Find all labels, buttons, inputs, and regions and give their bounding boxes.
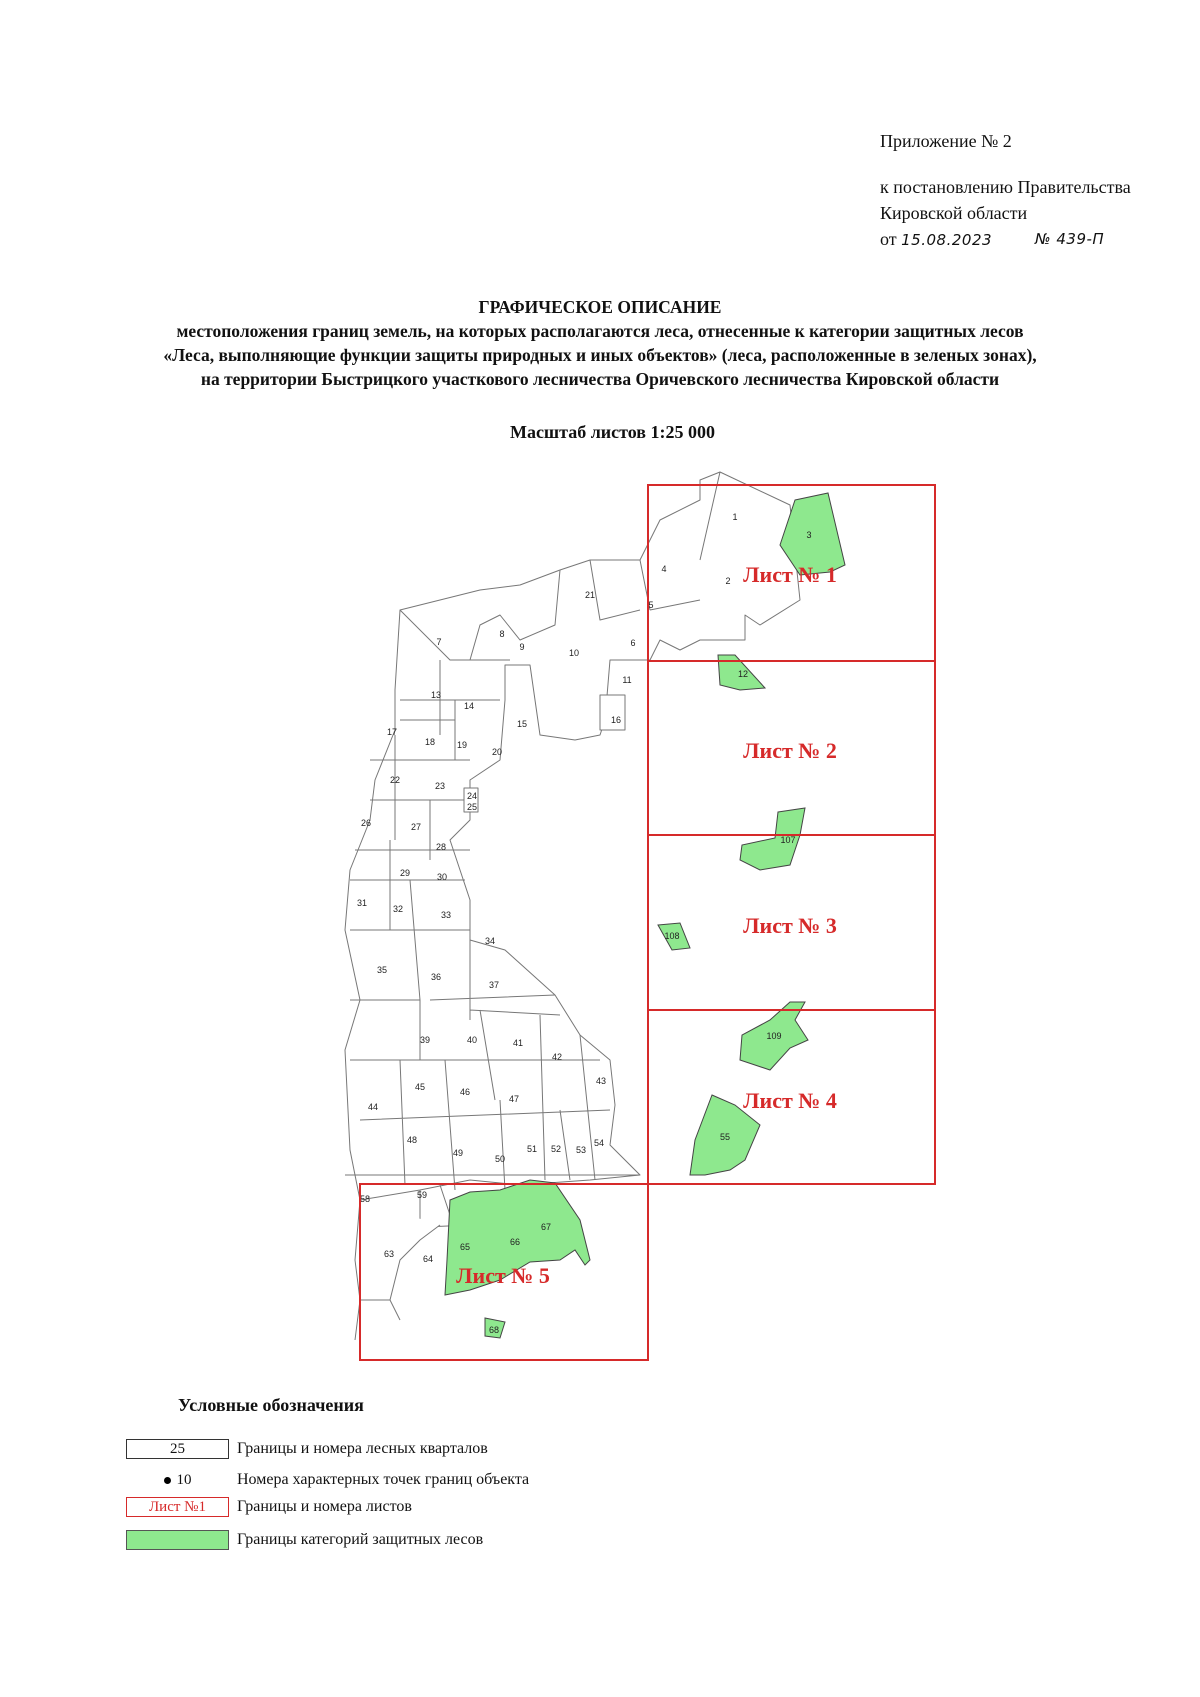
quarter-label-42: 42 bbox=[551, 1052, 563, 1062]
appendix-resolution: к постановлению Правительства bbox=[880, 177, 1131, 197]
quarter-label-68: 68 bbox=[488, 1325, 500, 1335]
sheet-label-5: Лист № 5 bbox=[456, 1263, 550, 1288]
quarter-label-1: 1 bbox=[732, 512, 738, 522]
legend-title: Условные обозначения bbox=[178, 1395, 364, 1415]
title-heading: ГРАФИЧЕСКОЕ ОПИСАНИЕ bbox=[478, 297, 722, 317]
quarter-label-44: 44 bbox=[367, 1102, 379, 1112]
appendix-region: Кировской области bbox=[880, 203, 1028, 223]
quarter-label-18: 18 bbox=[424, 737, 436, 747]
quarter-label-16: 16 bbox=[610, 715, 622, 725]
quarter-label-59: 59 bbox=[416, 1190, 428, 1200]
quarter-label-55: 55 bbox=[719, 1132, 731, 1142]
title-line-3: «Леса, выполняющие функции защиты природных и иных объектов» (леса, расположенные в зеленых зонах), bbox=[163, 345, 1037, 365]
quarter-label-65: 65 bbox=[459, 1242, 471, 1252]
title-line-4: на территории Быстрицкого участкового лесничества Оричевского лесничества Кировской области bbox=[200, 369, 1000, 389]
quarter-label-66: 66 bbox=[509, 1237, 521, 1247]
legend-item-sheets bbox=[126, 1496, 412, 1518]
sheet-label-4: Лист № 4 bbox=[743, 1088, 837, 1113]
legend-protected-symbol bbox=[126, 1530, 229, 1550]
quarter-label-37: 37 bbox=[488, 980, 500, 990]
quarter-label-10: 10 bbox=[568, 648, 580, 658]
legend-label: Границы и номера листов bbox=[237, 1498, 412, 1515]
quarter-label-51: 51 bbox=[526, 1144, 538, 1154]
legend-item-points bbox=[126, 1469, 529, 1491]
appendix-date: 15.08.2023 bbox=[901, 231, 993, 249]
quarter-label-6: 6 bbox=[630, 638, 636, 648]
quarter-label-29: 29 bbox=[399, 868, 411, 878]
quarter-label-14: 14 bbox=[463, 701, 475, 711]
title-line-2: местоположения границ земель, на которых располагаются леса, отнесенные к категории защитных лесов bbox=[176, 321, 1024, 341]
quarter-label-108: 108 bbox=[664, 931, 680, 941]
quarter-label-63: 63 bbox=[383, 1249, 395, 1259]
quarter-label-54: 54 bbox=[593, 1138, 605, 1148]
quarter-label-39: 39 bbox=[419, 1035, 431, 1045]
legend-label: Границы категорий защитных лесов bbox=[237, 1531, 484, 1548]
appendix-from-label: от bbox=[880, 229, 897, 249]
quarter-label-13: 13 bbox=[430, 690, 442, 700]
quarter-label-28: 28 bbox=[435, 842, 447, 852]
legend-item-quarters bbox=[126, 1438, 488, 1460]
quarter-label-45: 45 bbox=[414, 1082, 426, 1092]
quarter-label-46: 46 bbox=[459, 1087, 471, 1097]
quarter-label-33: 33 bbox=[440, 910, 452, 920]
quarter-label-27: 27 bbox=[410, 822, 422, 832]
appendix-title: Приложение № 2 bbox=[880, 131, 1012, 151]
quarter-label-34: 34 bbox=[484, 936, 496, 946]
legend-label: Границы и номера лесных кварталов bbox=[237, 1440, 488, 1457]
quarter-label-52: 52 bbox=[550, 1144, 562, 1154]
quarter-label-31: 31 bbox=[356, 898, 368, 908]
legend-quarter-number: 25 bbox=[170, 1440, 185, 1457]
quarter-label-30: 30 bbox=[436, 872, 448, 882]
quarter-label-15: 15 bbox=[516, 719, 528, 729]
legend-sheet-text: Лист №1 bbox=[149, 1498, 206, 1515]
quarter-label-58: 58 bbox=[359, 1194, 371, 1204]
sheet-label-1: Лист № 1 bbox=[743, 562, 837, 587]
sheet-label-3: Лист № 3 bbox=[743, 913, 837, 938]
sheet-label-2: Лист № 2 bbox=[743, 738, 837, 763]
quarter-label-24: 24 bbox=[466, 791, 478, 801]
legend-quarter-symbol bbox=[126, 1439, 229, 1459]
scale-label: Масштаб листов 1:25 000 bbox=[509, 422, 716, 442]
legend-item-protected bbox=[126, 1529, 483, 1551]
quarter-label-4: 4 bbox=[661, 564, 667, 574]
quarter-label-36: 36 bbox=[430, 972, 442, 982]
quarter-label-64: 64 bbox=[422, 1254, 434, 1264]
quarter-label-25: 25 bbox=[466, 802, 478, 812]
quarter-label-23: 23 bbox=[434, 781, 446, 791]
quarter-label-17: 17 bbox=[386, 727, 398, 737]
appendix-number: № 439-П bbox=[1035, 230, 1105, 248]
legend-point-symbol bbox=[126, 1470, 229, 1490]
quarter-label-5: 5 bbox=[648, 600, 654, 610]
quarter-label-48: 48 bbox=[406, 1135, 418, 1145]
quarter-label-109: 109 bbox=[766, 1031, 782, 1041]
quarter-label-47: 47 bbox=[508, 1094, 520, 1104]
quarter-label-2: 2 bbox=[725, 576, 731, 586]
quarter-label-19: 19 bbox=[456, 740, 468, 750]
quarter-label-40: 40 bbox=[466, 1035, 478, 1045]
quarter-label-20: 20 bbox=[491, 747, 503, 757]
quarter-label-22: 22 bbox=[389, 775, 401, 785]
quarter-label-35: 35 bbox=[376, 965, 388, 975]
quarter-label-3: 3 bbox=[806, 530, 812, 540]
quarter-label-7: 7 bbox=[436, 637, 442, 647]
quarter-label-32: 32 bbox=[392, 904, 404, 914]
legend-sheet-symbol bbox=[126, 1497, 229, 1517]
quarter-label-49: 49 bbox=[452, 1148, 464, 1158]
quarter-label-12: 12 bbox=[737, 669, 749, 679]
point-dot-icon bbox=[164, 1477, 171, 1484]
quarter-label-8: 8 bbox=[499, 629, 505, 639]
quarter-label-21: 21 bbox=[584, 590, 596, 600]
quarter-label-41: 41 bbox=[512, 1038, 524, 1048]
legend-point-number: 10 bbox=[176, 1471, 192, 1488]
legend-label: Номера характерных точек границ объекта bbox=[237, 1471, 530, 1488]
quarter-label-53: 53 bbox=[575, 1145, 587, 1155]
quarter-label-11: 11 bbox=[622, 675, 632, 685]
quarter-label-26: 26 bbox=[360, 818, 372, 828]
quarter-label-107: 107 bbox=[780, 835, 796, 845]
quarter-label-67: 67 bbox=[540, 1222, 552, 1232]
quarter-label-43: 43 bbox=[595, 1076, 607, 1086]
quarter-label-50: 50 bbox=[494, 1154, 506, 1164]
quarter-label-9: 9 bbox=[519, 642, 525, 652]
